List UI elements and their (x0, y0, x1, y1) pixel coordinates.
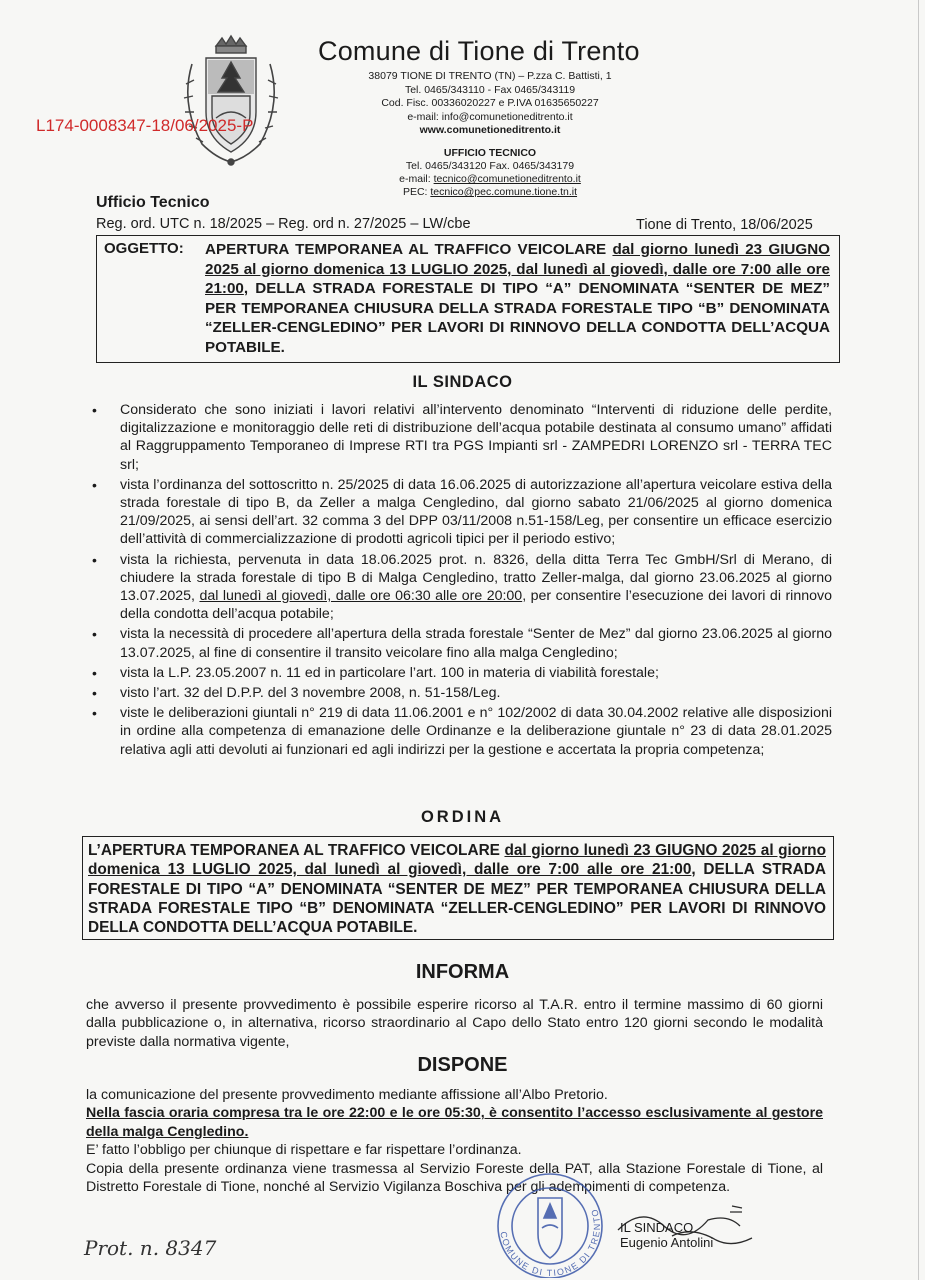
list-item (92, 476, 832, 549)
list-item (92, 704, 832, 759)
list-item-text: vista l’ordinanza del sottoscritto n. 25/2025 di data 16.06.2025 di autorizzazione all’apertura veicolare estiva della strada forestale di tipo B, da Zeller a malga Cengledino, dal giorno sabato 21/06/2025 al giorno domenica 21/09/2025, ai sensi dell’art. 32 comma 3 del DPP 03/11/2008 n.51-158/Leg, per consentire un efficace esercizio dell’attività di commercializzazione di prodotti agricoli tipici per il periodo estivo; (120, 476, 832, 548)
place-date: Tione di Trento, 18/06/2025 (636, 217, 813, 233)
office-email-link[interactable]: tecnico@comunetioneditrento.it (433, 173, 581, 185)
bullet-icon: • (92, 626, 97, 643)
list-item-text: visto l’art. 32 del D.P.P. del 3 novembre 2008, n. 51-158/Leg. (120, 685, 501, 702)
premises-list (92, 401, 832, 761)
dispose-line: la comunicazione del presente provvedimento mediante affissione all’Albo Pretorio. (86, 1087, 608, 1103)
bullet-icon: • (92, 476, 97, 493)
organization-name: Comune di Tione di Trento (318, 36, 640, 66)
list-item-text-end: , per consentire l’esecuzione dei lavori di rinnovo della condotta dell’acqua potabile; (120, 588, 832, 623)
bullet-icon: • (92, 664, 97, 681)
signature-name: Eugenio Antolini (620, 1235, 714, 1250)
header-email: e-mail: info@comunetioneditrento.it (407, 110, 573, 123)
handwritten-protocol: Prot. n. 8347 (84, 1236, 217, 1260)
municipal-crest-icon (172, 34, 290, 170)
header-tel: Tel. 0465/343110 - Fax 0465/343119 (404, 83, 576, 96)
order-part1: L’APERTURA TEMPORANEA AL TRAFFICO VEICOLARE (88, 842, 505, 859)
subject-part3: , DELLA STRADA FORESTALE DI TIPO “A” DENOMINATA “SENTER DE MEZ” PER TEMPORANEA CHIUSURA DELLA STRADA FORESTALE TIPO “B” DENOMINATA “ZELLER-CENGLEDINO” PER LAVORI DI RINNOVO DELLA CONDOTTA DELL’ACQUA POTABILE. (205, 280, 830, 356)
list-item (92, 664, 832, 682)
dispose-text (86, 1086, 823, 1196)
dispose-access-rule: Nella fascia oraria compresa tra le ore 22:00 e le ore 05:30, è consentito l’accesso esclusivamente al gestore della malga Cengledino. (86, 1105, 823, 1140)
mayor-heading: IL SINDACO (412, 373, 513, 391)
order-part3: , DELLA STRADA FORESTALE DI TIPO “A” DENOMINATA “SENTER DE MEZ” PER TEMPORANEA CHIUSURA DELLA STRADA FORESTALE TIPO “B” DENOMINATA “ZELLER-CENGLEDINO” PER LAVORI DI RINNOVO DELLA CONDOTTA DELL’ACQUA POTABILE. (88, 861, 826, 937)
list-item (92, 625, 832, 661)
protocol-stamp: L174-0008347-18/06/2025-P (36, 116, 254, 135)
bullet-icon: • (92, 705, 97, 722)
header-address: 38079 TIONE DI TRENTO (TN) – P.zza C. Battisti, 1 (368, 70, 612, 82)
inform-heading: INFORMA (415, 961, 510, 983)
list-item (92, 684, 832, 702)
bullet-icon: • (92, 402, 97, 418)
dispose-heading: DISPONE (417, 1054, 508, 1076)
bullet-icon: • (92, 551, 97, 568)
signature-title: IL SINDACO (620, 1220, 694, 1235)
list-item-text: vista la richiesta, pervenuta in data 18.06.2025 prot. n. 8326, della ditta Terra Tec GmbH/Srl di Merano, di chiudere la strada forestale di tipo B di Malga Cengledino, tratto Zeller-malga, dal giorno 23.06.2025 al giorno 13.07.2025, (120, 551, 832, 605)
signature-block (620, 1220, 713, 1250)
subject-dates: dal giorno lunedì 23 GIUGNO 2025 al giorno domenica 13 LUGLIO 2025, dal lunedì al giovedì, dalle ore 7:00 alle ore 21:00 (205, 241, 830, 298)
office-pec-label: PEC: (402, 186, 431, 198)
order-dates: dal giorno lunedì 23 GIUGNO 2025 al giorno domenica 13 LUGLIO 2025, dal lunedì al giovedì, dalle ore 7:00 alle ore 21:00 (88, 842, 826, 879)
order-text (88, 841, 826, 937)
office-heading: Ufficio Tecnico (96, 194, 210, 211)
order-heading: ORDINA (420, 808, 505, 826)
subject-part1: APERTURA TEMPORANEA AL TRAFFICO VEICOLARE (205, 241, 613, 258)
inform-text: che avverso il presente provvedimento è possibile esperire ricorso al T.A.R. entro il termine massimo di 60 giorni dalla pubblicazione o, in alternativa, ricorso straordinario al Capo dello Stato entro 120 giorni secondo le modalità previste dalla normativa vigente, (86, 997, 823, 1050)
header-website: www.comunetioneditrento.it (419, 124, 561, 136)
list-item-text: Considerato che sono iniziati i lavori relativi all’intervento denominato “Interventi di riduzione delle perdite, digitalizzazione e monitoraggio delle reti di distribuzione dell’acqua potabile destinata al consumo umano” affidati al Raggruppamento Temporaneo di Imprese RTI tra PGS Impianti srl - ZAMPEDRI LORENZO srl - TERRA TEC srl; (120, 402, 832, 473)
list-item (92, 551, 832, 624)
seal-text: COMUNE DI TIONE DI TRENTO (498, 1206, 603, 1278)
office-email-label: e-mail: (399, 173, 434, 185)
office-pec-link[interactable]: tecnico@pec.comune.tione.tn.it (430, 186, 578, 198)
header-contacts (340, 70, 640, 138)
header-fiscal: Cod. Fisc. 00336020227 e P.IVA 01635650227 (381, 97, 599, 109)
list-item-text: viste le deliberazioni giuntali n° 219 di data 11.06.2001 e n° 102/2002 di data 30.04.2002 relative alle disposizioni in ordine alla competenza di emanazione delle Ordinanze e la deliberazione giuntale n° 23 di data 28.01.2025 relativa agli atti devoluti ai funzionari ed agli indirizzi per la gestione e accertata la propria competenza; (120, 705, 832, 758)
list-item-text: vista la L.P. 23.05.2007 n. 11 ed in particolare l’art. 100 in materia di viabilità forestale; (120, 664, 659, 681)
dispose-line: E’ fatto l’obbligo per chiunque di rispettare e far rispettare l’ordinanza. (86, 1142, 522, 1159)
office-email-line (340, 173, 640, 186)
list-item (92, 401, 832, 474)
list-item-underlined: dal lunedì al giovedì, dalle ore 06:30 alle ore 20:00 (199, 588, 523, 605)
registry-reference: Reg. ord. UTC n. 18/2025 – Reg. ord n. 27/2025 – LW/cbe (96, 216, 471, 232)
office-pec-line (340, 186, 640, 199)
office-tel: Tel. 0465/343120 Fax. 0465/343179 (405, 160, 575, 172)
dispose-line: Copia della presente ordinanza viene trasmessa al Servizio Foreste della PAT, alla Stazione Forestale di Tione, al Distretto Forestale di Tione, nonché al Servizio Vigilanza Boschiva per gli adempimenti di competenza. (86, 1160, 823, 1196)
page-edge (918, 0, 919, 1280)
municipal-seal-icon (486, 1168, 614, 1278)
subject-label: OGGETTO: (104, 240, 184, 257)
office-contacts (340, 147, 640, 199)
office-title: UFFICIO TECNICO (443, 147, 537, 159)
bullet-icon: • (92, 685, 97, 702)
list-item-text: vista la necessità di procedere all’apertura della strada forestale “Senter de Mez” dal giorno 23.06.2025 al giorno 13.07.2025, al fine di consentire il transito veicolare fino alla malga Cengledino; (120, 626, 832, 661)
subject-text (205, 240, 830, 358)
